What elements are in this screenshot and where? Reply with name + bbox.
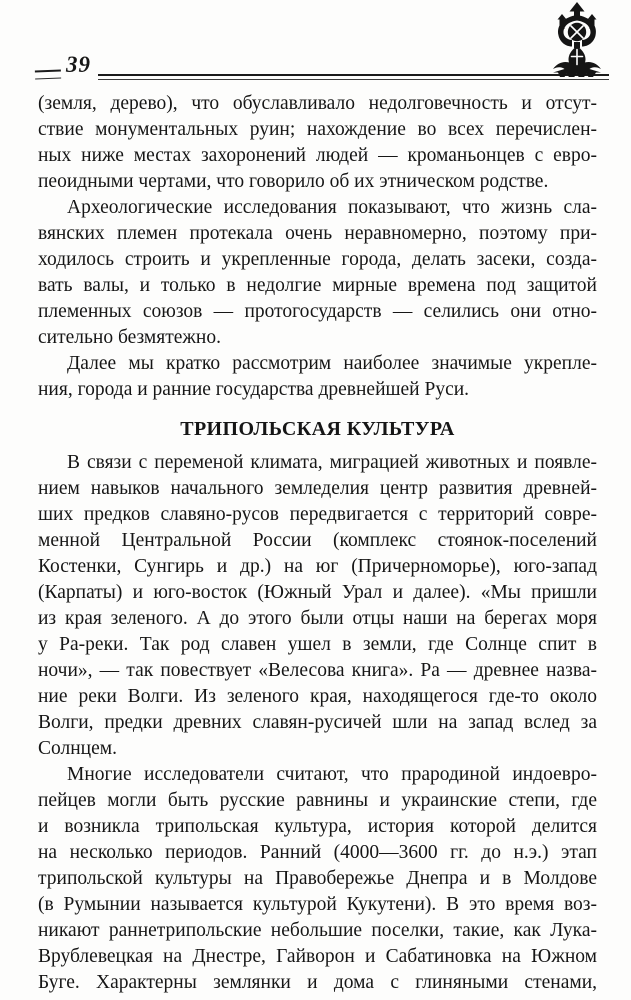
- text-line: никают раннетрипольские небольшие поселки, такие, как Лука-: [38, 920, 597, 941]
- text-line: у Ра-реки. Так род славен ушел в земли, где Солнце спит в: [38, 634, 597, 655]
- text-line: племенных союзов — протогосударств — селились они отно-: [38, 301, 597, 322]
- text-line: ных ниже местах захоронений людей — кроманьонцев с евро-: [38, 145, 597, 166]
- paragraph: [38, 195, 597, 351]
- paragraph: [38, 351, 597, 403]
- text-line: (в Румынии называется культурой Кукутени). В это время воз-: [38, 894, 597, 915]
- text-line: Буге. Характерны землянки и дома с глиняными стенами,: [38, 972, 597, 993]
- page-number: 39: [66, 52, 91, 77]
- text-line: нием навыков начального земледелия центр развития древней-: [38, 478, 597, 499]
- text-line: Волги, предки древних славян-русичей шли на запад вслед за: [38, 712, 597, 733]
- text-line: на несколько периодов. Ранний (4000—3600 гг. до н.э.) этап: [38, 842, 597, 863]
- text-line: пеоидными чертами, что говорило об их этническом родстве.: [38, 171, 549, 192]
- text-line: Солнцем.: [38, 738, 117, 759]
- text-line: ния, города и ранние государства древнейшей Руси.: [38, 379, 470, 400]
- header-rule: [98, 74, 609, 80]
- text-line: Археологические исследования показывают, что жизнь сла-: [67, 197, 597, 218]
- section-heading: ТРИПОЛЬСКАЯ КУЛЬТУРА: [180, 418, 455, 440]
- text-line: (земля, дерево), что обуславливало недолговечность и отсут-: [38, 93, 597, 114]
- text-line: менной Центральной России (комплекс стоянок-поселений: [38, 530, 597, 551]
- text-line: трипольской культуры на Правобережье Днепра и в Молдове: [38, 868, 597, 889]
- text-line: В связи с переменой климата, миграцией животных и появле-: [67, 452, 597, 473]
- text-line: ние реки Волги. Из зеленого края, находящегося где-то около: [38, 686, 597, 707]
- header-dash-decoration: [35, 70, 61, 80]
- text-line: Врублевецкая на Днестре, Гайворон и Сабатиновка на Южном: [38, 946, 597, 967]
- text-line: ших предков славяно-русов передвигается с территорий совре-: [38, 504, 597, 525]
- page-header: [0, 0, 631, 88]
- text-line: ходилось строить и укрепленные города, делать засеки, созда-: [38, 249, 597, 270]
- paragraph: [38, 762, 597, 996]
- text-line: ствие монументальных руин; нахождение во всех перечислен-: [38, 119, 597, 140]
- decorative-emblem-icon: [545, 2, 609, 78]
- text-line: сительно безмятежно.: [38, 327, 221, 348]
- text-line: Костенки, Сунгирь и др.) на юг (Причерноморье), юго-запад: [38, 556, 597, 577]
- text-line: Далее мы кратко рассмотрим наиболее значимые укрепле-: [67, 353, 597, 374]
- paragraph: [38, 91, 597, 195]
- text-line: (Карпаты) и юго-восток (Южный Урал и далее). «Мы пришли: [38, 582, 597, 603]
- text-line: Многие исследователи считают, что прародиной индоевро-: [67, 764, 597, 785]
- text-line: ночи», — так повествует «Велесова книга». Ра — древнее назва-: [38, 660, 597, 681]
- text-line: из края зеленого. А до этого были отцы наши на берегах моря: [38, 608, 597, 629]
- page-body: [0, 88, 631, 996]
- text-line: и возникла трипольская культура, история которой делится: [38, 816, 597, 837]
- text-line: пейцев могли быть русские равнины и украинские степи, где: [38, 790, 597, 811]
- paragraph: [38, 450, 597, 762]
- text-line: вать валы, и только в недолгие мирные времена под защитой: [38, 275, 597, 296]
- text-line: вянских племен протекала очень неравномерно, поэтому при-: [38, 223, 597, 244]
